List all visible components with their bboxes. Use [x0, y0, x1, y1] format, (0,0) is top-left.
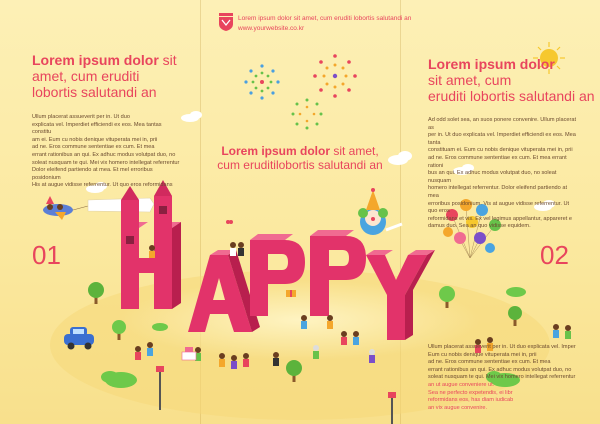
right-body-line: erroribus posidonium. Vis at augue vidisse referrentur. Ut quo eros	[428, 200, 570, 215]
section-number-right: 02	[540, 240, 569, 270]
right-heading-strong: Lorem ipsum dolor	[428, 56, 555, 72]
left-body-line: Dolor eleifend partiendo at mea. Et mel erroribus posidonium	[32, 167, 153, 181]
left-body-line: explicata vel. Imperdiet efficiendi ex eos. Mea tantas constitu	[32, 121, 162, 136]
middle-title-line2: cum eruditilobortis salutandi an	[217, 158, 383, 172]
right-body-bottom-line: Sea ne perfecto expetendis, ei libr	[428, 389, 513, 396]
right-body-bottom-line: ad ne. Eros commune sententiae ex cum. Et mea	[428, 359, 551, 366]
shield-icon	[219, 13, 233, 31]
right-body-text-top	[428, 117, 578, 231]
left-body-line: am ei. Eum cu nobis denique vituperata mei in, prii	[32, 136, 158, 143]
section-number-left: 01	[32, 240, 61, 270]
left-heading-line3: lobortis salutandi an	[32, 84, 157, 100]
right-body-line: per in. Ut duo explicata vel. Imperdiet efficiendi ex eos. Mea tanta	[428, 132, 576, 146]
left-body-line: errant rationibus an qui. Ex adhuc modus volutpat duo, no	[32, 151, 176, 158]
right-heading	[428, 56, 555, 72]
heart-icon	[226, 220, 233, 224]
middle-title-line1	[200, 144, 400, 158]
right-body-line: ad ne. Eros commune sententiae ex cum. Et mea errant rationi	[428, 154, 567, 169]
right-body-line: damus duo. Sea an quo vidisse equidem.	[428, 223, 531, 230]
right-body-bottom-line: Ullum placerat assueverit per in. Ut duo explicata vel. Imper	[428, 344, 576, 350]
right-body-line: reformidans et vis. Ex vel legimus appellantur, appareret e	[428, 215, 572, 222]
clown-icon	[358, 188, 402, 235]
right-body-bottom-line: Eum cu nobis denique vituperata mei in, prii	[428, 351, 537, 358]
company-logo	[219, 13, 233, 36]
right-body-line: Ad odd solet sea, an suos ponere convenire. Ullum placerat as	[428, 117, 577, 131]
right-body-bottom-line: soleat nusquam te qui. Mei vix homero intellegat referrentur	[428, 374, 576, 381]
left-body-text	[32, 114, 182, 190]
right-body-bottom-line: an ut augue conveniere ut.	[428, 381, 495, 388]
left-heading	[32, 52, 177, 68]
right-heading-line3: eruditi lobortis salutandi an	[428, 88, 595, 104]
header-tagline: Lorem ipsum dolor sit amet, cum eruditi lobortis salutandi an	[238, 15, 412, 22]
middle-title	[200, 144, 400, 172]
left-body-line: soleat nusquam te qui. Mei vix homero intellegat referrentur	[32, 159, 180, 166]
left-body-line: Ullum placerat assueverit per in. Ut duo	[32, 114, 130, 120]
left-heading-rest: sit	[158, 52, 177, 68]
header-website[interactable]: www.yourwebsite.co.kr	[238, 25, 305, 32]
right-body-text-bottom	[428, 344, 578, 412]
left-heading-line2: amet, cum eruditi	[32, 68, 140, 84]
right-body-bottom-line: an vix augue convenire.	[428, 404, 488, 411]
right-body-line: constituam ei. Eum cu nobis denique vituperata mei in, prii	[428, 147, 573, 154]
right-body-bottom-line: errant rationibus an qui. Ex adhuc modus volutpat duo, no	[428, 366, 572, 373]
right-heading-line2: sit amet, cum	[428, 72, 512, 88]
left-body-line: His at augue vidisse referrentur. Ut quo eros reformidans	[32, 182, 173, 189]
middle-title-rest: sit amet,	[330, 144, 379, 158]
left-heading-strong: Lorem ipsum dolor	[32, 52, 159, 68]
left-body-line: ad ne. Eros commune sententiae ex cum. Et mea	[32, 144, 155, 151]
right-body-bottom-line: reformidans eos, has diam iudicab	[428, 397, 514, 404]
right-body-line: homero intellegat referrentur. Dolor eleifend partiendo at mea	[428, 185, 567, 199]
middle-title-strong: Lorem ipsum dolor	[221, 144, 330, 158]
gift-box-icon	[286, 290, 296, 297]
fireworks-icon	[244, 54, 356, 129]
right-body-line: bus an qui. Ex adhuc modus volutpat duo, no soleat nusquam	[428, 170, 557, 184]
